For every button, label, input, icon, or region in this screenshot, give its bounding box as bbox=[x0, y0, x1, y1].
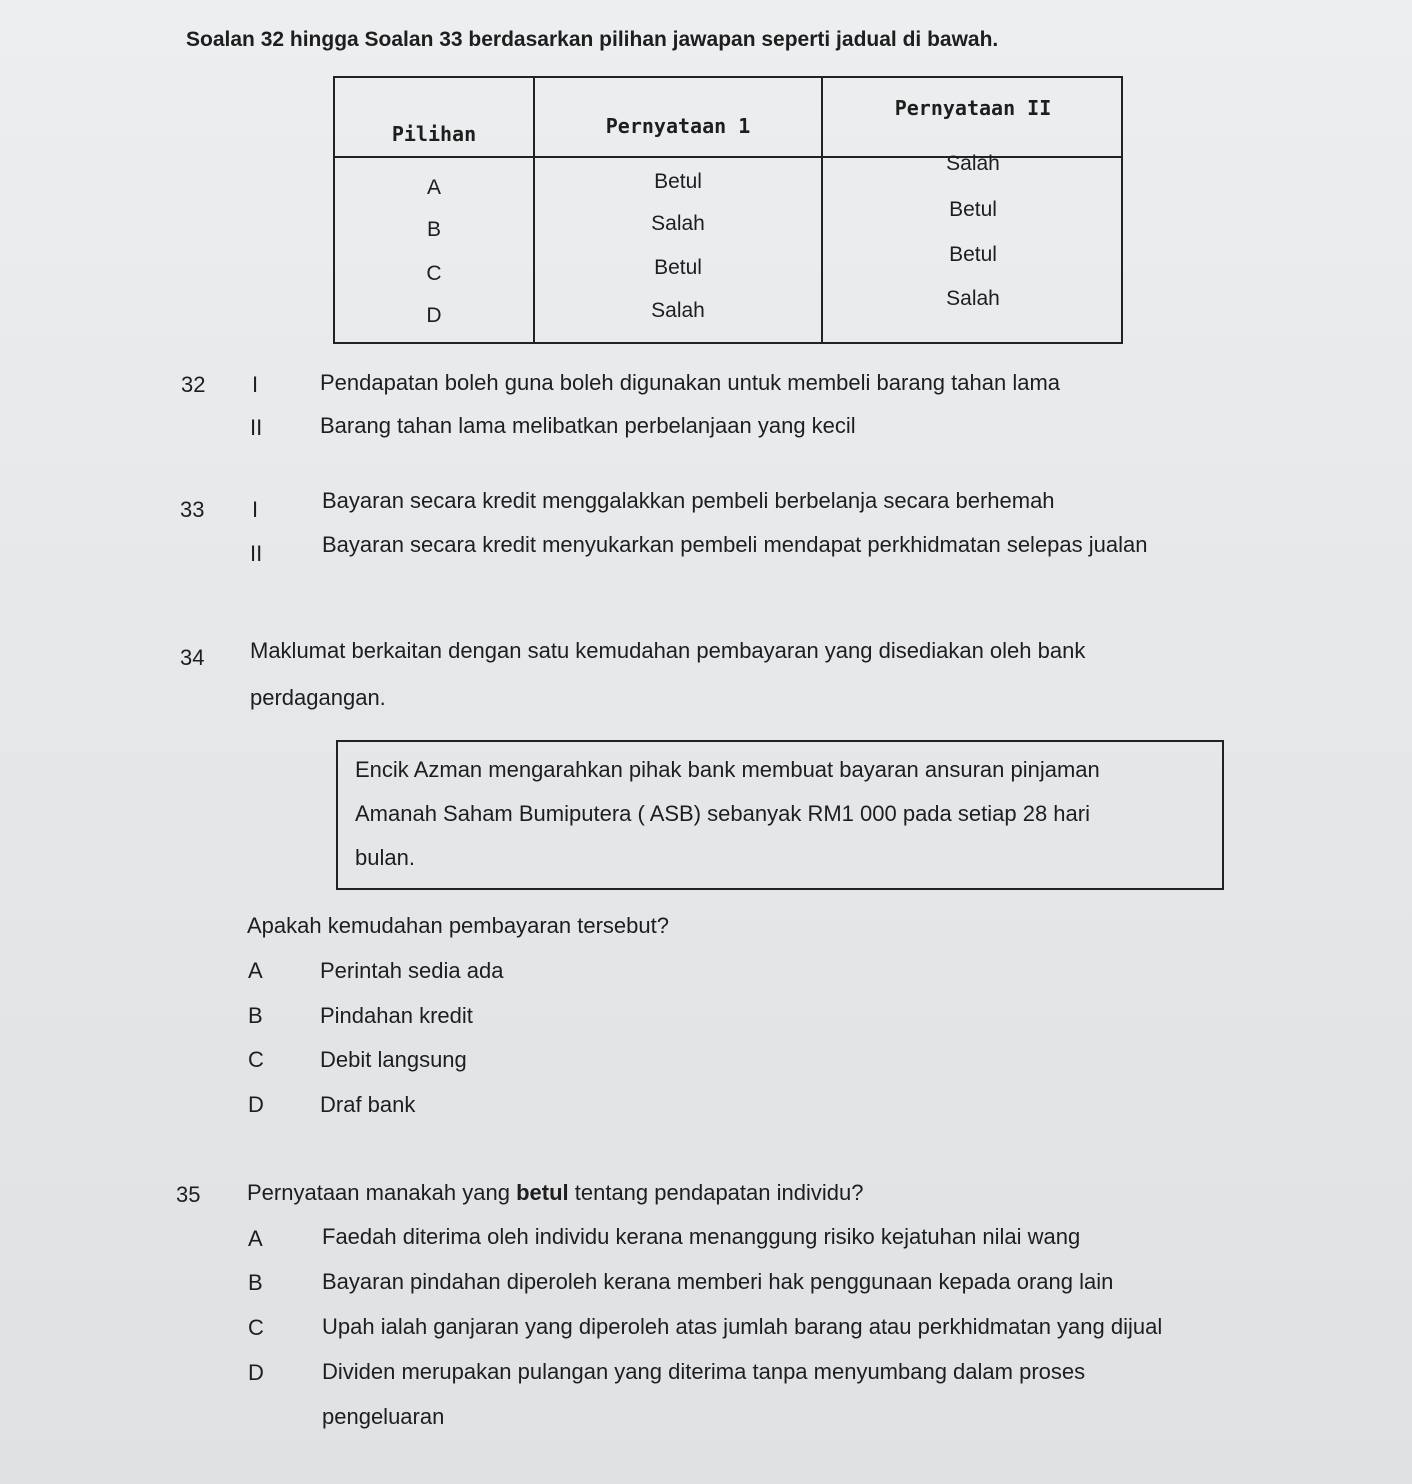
table-option-b: B bbox=[426, 218, 441, 241]
instruction-text bbox=[186, 28, 998, 52]
q32-statement-1-label: I bbox=[252, 372, 259, 397]
answer-table bbox=[333, 76, 1123, 344]
q35-option-d-label: D bbox=[248, 1360, 264, 1385]
question-34-number: 34 bbox=[180, 645, 205, 670]
table-d-s1: Salah bbox=[651, 299, 705, 322]
q34-box-line-2: Amanah Saham Bumiputera ( ASB) sebanyak RM1 000 pada setiap 28 hari bbox=[355, 801, 1090, 826]
q33-statement-2: Bayaran secara kredit menyukarkan pembeli mendapat perkhidmatan selepas jualan bbox=[322, 532, 1148, 557]
q35-option-d-text-line-2: pengeluaran bbox=[322, 1404, 445, 1429]
q34-stem-line-2: perdagangan. bbox=[250, 685, 386, 710]
table-c-s2: Betul bbox=[949, 243, 997, 266]
question-35-number: 35 bbox=[176, 1182, 201, 1207]
table-b-s2: Betul bbox=[949, 198, 997, 221]
q35-option-a-label: A bbox=[248, 1226, 263, 1251]
q35-option-d-text: Dividen merupakan pulangan yang diterima tanpa menyumbang dalam proses bbox=[322, 1359, 1086, 1384]
table-option-c: C bbox=[426, 262, 442, 285]
q34-option-b-text: Pindahan kredit bbox=[320, 1003, 473, 1028]
q33-statement-1-label: I bbox=[252, 497, 259, 522]
q34-option-c-text: Debit langsung bbox=[320, 1047, 467, 1072]
q33-statement-2-label: II bbox=[250, 541, 263, 566]
q32-statement-2: Barang tahan lama melibatkan perbelanjaan yang kecil bbox=[320, 413, 856, 438]
q34-option-d-label: D bbox=[248, 1092, 264, 1117]
table-option-d: D bbox=[426, 304, 442, 327]
q34-option-c-label: C bbox=[248, 1047, 264, 1072]
table-b-s1: Salah bbox=[651, 212, 705, 235]
q35-stem-emphasis: betul bbox=[516, 1180, 569, 1205]
q34-stem-line-1: Maklumat berkaitan dengan satu kemudahan pembayaran yang disediakan oleh bank bbox=[250, 638, 1086, 663]
q35-stem-before: Pernyataan manakah yang bbox=[247, 1180, 517, 1205]
q35-stem bbox=[247, 1180, 863, 1206]
q34-option-a-text: Perintah sedia ada bbox=[320, 958, 504, 983]
table-d-s2: Salah bbox=[946, 287, 1000, 310]
q34-option-d-text: Draf bank bbox=[320, 1092, 416, 1117]
q34-option-a-label: A bbox=[248, 958, 263, 983]
table-option-a: A bbox=[426, 176, 441, 199]
header-pernyataan-1: Pernyataan 1 bbox=[605, 114, 751, 138]
header-pernyataan-2: Pernyataan II bbox=[894, 96, 1052, 120]
instruction-label: Soalan 32 hingga Soalan 33 berdasarkan pilihan jawapan seperti jadual di bawah. bbox=[186, 28, 999, 51]
q34-question: Apakah kemudahan pembayaran tersebut? bbox=[247, 913, 669, 938]
table-c-s1: Betul bbox=[654, 256, 702, 279]
q35-option-b-label: B bbox=[248, 1270, 263, 1295]
q34-box-line-3: bulan. bbox=[355, 845, 415, 870]
q35-option-b-text: Bayaran pindahan diperoleh kerana memberi hak penggunaan kepada orang lain bbox=[322, 1269, 1114, 1294]
q35-option-a-text: Faedah diterima oleh individu kerana menanggung risiko kejatuhan nilai wang bbox=[322, 1224, 1081, 1249]
q34-option-b-label: B bbox=[248, 1003, 263, 1028]
table-a-s1: Betul bbox=[654, 170, 702, 193]
q32-statement-2-label: II bbox=[250, 415, 263, 440]
q35-option-c-label: C bbox=[248, 1315, 264, 1340]
table-a-s2: Salah bbox=[946, 152, 1000, 175]
q33-statement-1: Bayaran secara kredit menggalakkan pembeli berbelanja secara berhemah bbox=[322, 488, 1055, 513]
question-32-number: 32 bbox=[181, 372, 206, 397]
q34-box-line-1: Encik Azman mengarahkan pihak bank membuat bayaran ansuran pinjaman bbox=[355, 757, 1100, 782]
header-pilihan: Pilihan bbox=[391, 122, 477, 146]
q35-option-c-text: Upah ialah ganjaran yang diperoleh atas jumlah barang atau perkhidmatan yang dijual bbox=[322, 1314, 1163, 1339]
q32-statement-1: Pendapatan boleh guna boleh digunakan untuk membeli barang tahan lama bbox=[320, 370, 1061, 395]
q35-stem-after: tentang pendapatan individu? bbox=[568, 1180, 864, 1205]
question-33-number: 33 bbox=[180, 497, 205, 522]
